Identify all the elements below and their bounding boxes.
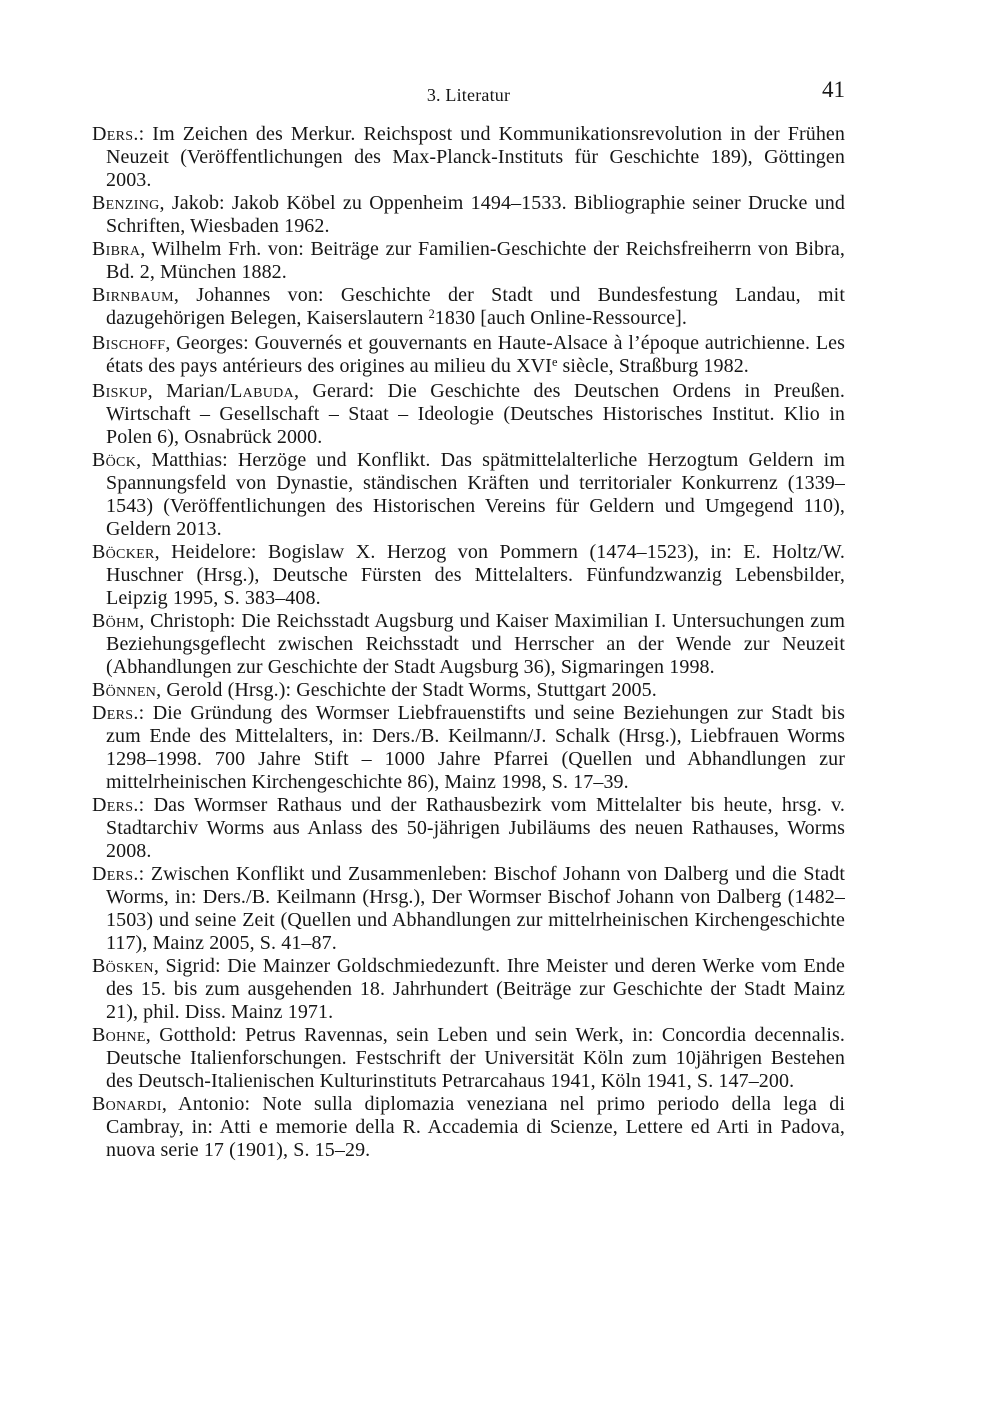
entry-text: , Marian/ [147,380,231,402]
bibliography-entry [92,1093,845,1162]
bibliography-entry [92,794,845,863]
entry-text: , Gerard: Die Geschichte des Deutschen Ordens in Preußen. Wirtschaft – Gesellschaft – Staat – Ideologie (Deutsches Historisches Institut. Klio in Polen 6), Osnabrück 2000. [106,380,845,448]
author-name-smallcaps: Ders. [92,863,139,885]
author-name-smallcaps: Bibra [92,238,141,260]
entry-text: , Jakob: Jakob Köbel zu Oppenheim 1494–1533. Bibliographie seiner Drucke und Schriften, Wiesbaden 1962. [106,192,845,237]
entry-text: , Gerold (Hrsg.): Geschichte der Stadt Worms, Stuttgart 2005. [156,679,657,701]
bibliography-entry [92,955,845,1024]
author-name-smallcaps: Labuda [230,380,294,402]
entry-text: 1830 [auch Online-Ressource]. [434,307,688,329]
bibliography-entry [92,702,845,794]
bibliography-list [92,123,845,1162]
entry-text: , Johannes von: Geschichte der Stadt und Bundesfestung Landau, mit dazugehörigen Belegen, Kaiserslautern [106,284,845,329]
entry-text: : Zwischen Konflikt und Zusammenleben: Bischof Johann von Dalberg und die Stadt Worms, in: Ders./B. Keilmann (Hrsg.), Der Wormser Bischof Johann von Dalberg (1482–1503) und seine Zeit (Quellen und Abhandlungen zur mittelrheinischen Kirchengeschichte 117), Mainz 2005, S. 41–87. [106,863,845,954]
author-name-smallcaps: Benzing [92,192,160,214]
section-title: 3. Literatur [426,85,511,105]
superscript-number: 2 [428,307,435,322]
author-name-smallcaps: Ders. [92,794,139,816]
entry-text: , Wilhelm Frh. von: Beiträge zur Familien-Geschichte der Reichsfreiherrn von Bibra, Bd. 2, München 1882. [106,238,845,283]
running-header [92,77,845,107]
entry-text: , Matthias: Herzöge und Konflikt. Das spätmittelalterliche Herzogtum Geldern im Spannungsfeld von Dynastie, ständischen Kräften und territorialer Konkurrenz (1339–1543) (Veröffentlichungen des Historischen Vereins für Geldern und Umgegend 110), Geldern 2013. [106,449,845,540]
entry-text: , Christoph: Die Reichsstadt Augsburg und Kaiser Maximilian I. Untersuchungen zum Beziehungsgeflecht zwischen Reichsstadt und Herrscher an der Wende zur Neuzeit (Abhandlungen zur Geschichte der Stadt Augsburg 36), Sigmaringen 1998. [106,610,845,678]
bibliography-entry [92,1024,845,1093]
entry-text: , Sigrid: Die Mainzer Goldschmiedezunft. Ihre Meister und deren Werke vom Ende des 15. bis zum ausgehenden 18. Jahrhundert (Beiträge zur Geschichte der Stadt Mainz 21), phil. Diss. Mainz 1971. [106,955,845,1023]
author-name-smallcaps: Bohne [92,1024,146,1046]
author-name-smallcaps: Bischoff [92,332,166,354]
bibliography-entry [92,238,845,284]
bibliography-entry [92,541,845,610]
bibliography-entry [92,192,845,238]
entry-text: , Antonio: Note sulla diplomazia veneziana nel primo periodo della lega di Cambray, in: Atti e memorie della R. Accademia di Scienze, Lettere ed Arti in Padova, nuova serie 17 (1901), S. 15–29. [106,1093,845,1161]
entry-text: : Im Zeichen des Merkur. Reichspost und Kommunikationsrevolution in der Frühen Neuzeit (Veröffentlichungen des Max-Planck-Instituts für Geschichte 189), Göttingen 2003. [106,123,845,191]
entry-text: siècle, Straßburg 1982. [557,355,749,377]
bibliography-entry [92,284,845,332]
author-name-smallcaps: Bönnen [92,679,157,701]
bibliography-entry [92,449,845,541]
author-name-smallcaps: Biskup [92,380,148,402]
entry-text: , Georges: Gouvernés et gouvernants en Haute-Alsace à l’époque autrichienne. Les états des pays antérieurs des origines au milieu du XVI [106,332,845,377]
entry-text: , Heidelore: Bogislaw X. Herzog von Pommern (1474–1523), in: E. Holtz/W. Huschner (Hrsg.), Deutsche Fürsten des Mittelalters. Fünfundzwanzig Lebensbilder, Leipzig 1995, S. 383–408. [106,541,845,609]
bibliography-entry [92,123,845,192]
bibliography-entry [92,380,845,449]
bibliography-entry [92,863,845,955]
author-name-smallcaps: Böhm [92,610,140,632]
bibliography-entry [92,332,845,380]
author-name-smallcaps: Böck [92,449,137,471]
entry-text: : Das Wormser Rathaus und der Rathausbezirk vom Mittelalter bis heute, hrsg. v. Stadtarchiv Worms aus Anlass des 50-jährigen Jubiläums des neuen Rathauses, Worms 2008. [106,794,845,862]
author-name-smallcaps: Ders. [92,123,139,145]
entry-text: : Die Gründung des Wormser Liebfrauenstifts und seine Beziehungen zur Stadt bis zum Ende des Mittelalters, in: Ders./B. Keilmann/J. Schalk (Hrsg.), Liebfrauen Worms 1298–1998. 700 Jahre Stift – 1000 Jahre Pfarrei (Quellen und Abhandlungen zur mittelrheinischen Kirchengeschichte 86), Mainz 1998, S. 17–39. [106,702,845,793]
superscript-number: e [551,355,558,370]
author-name-smallcaps: Böcker [92,541,155,563]
bibliography-entry [92,679,845,702]
entry-text: , Gotthold: Petrus Ravennas, sein Leben und sein Werk, in: Concordia decennalis. Deutsche Italienforschungen. Festschrift der Universität Köln zum 10jährigen Bestehen des Deutsch-Italienischen Kulturinstituts Petrarcahaus 1941, Köln 1941, S. 147–200. [106,1024,845,1092]
author-name-smallcaps: Birnbaum [92,284,174,306]
author-name-smallcaps: Ders. [92,702,139,724]
page-number: 41 [822,77,845,102]
author-name-smallcaps: Bösken [92,955,154,977]
bibliography-entry [92,610,845,679]
author-name-smallcaps: Bonardi [92,1093,162,1115]
